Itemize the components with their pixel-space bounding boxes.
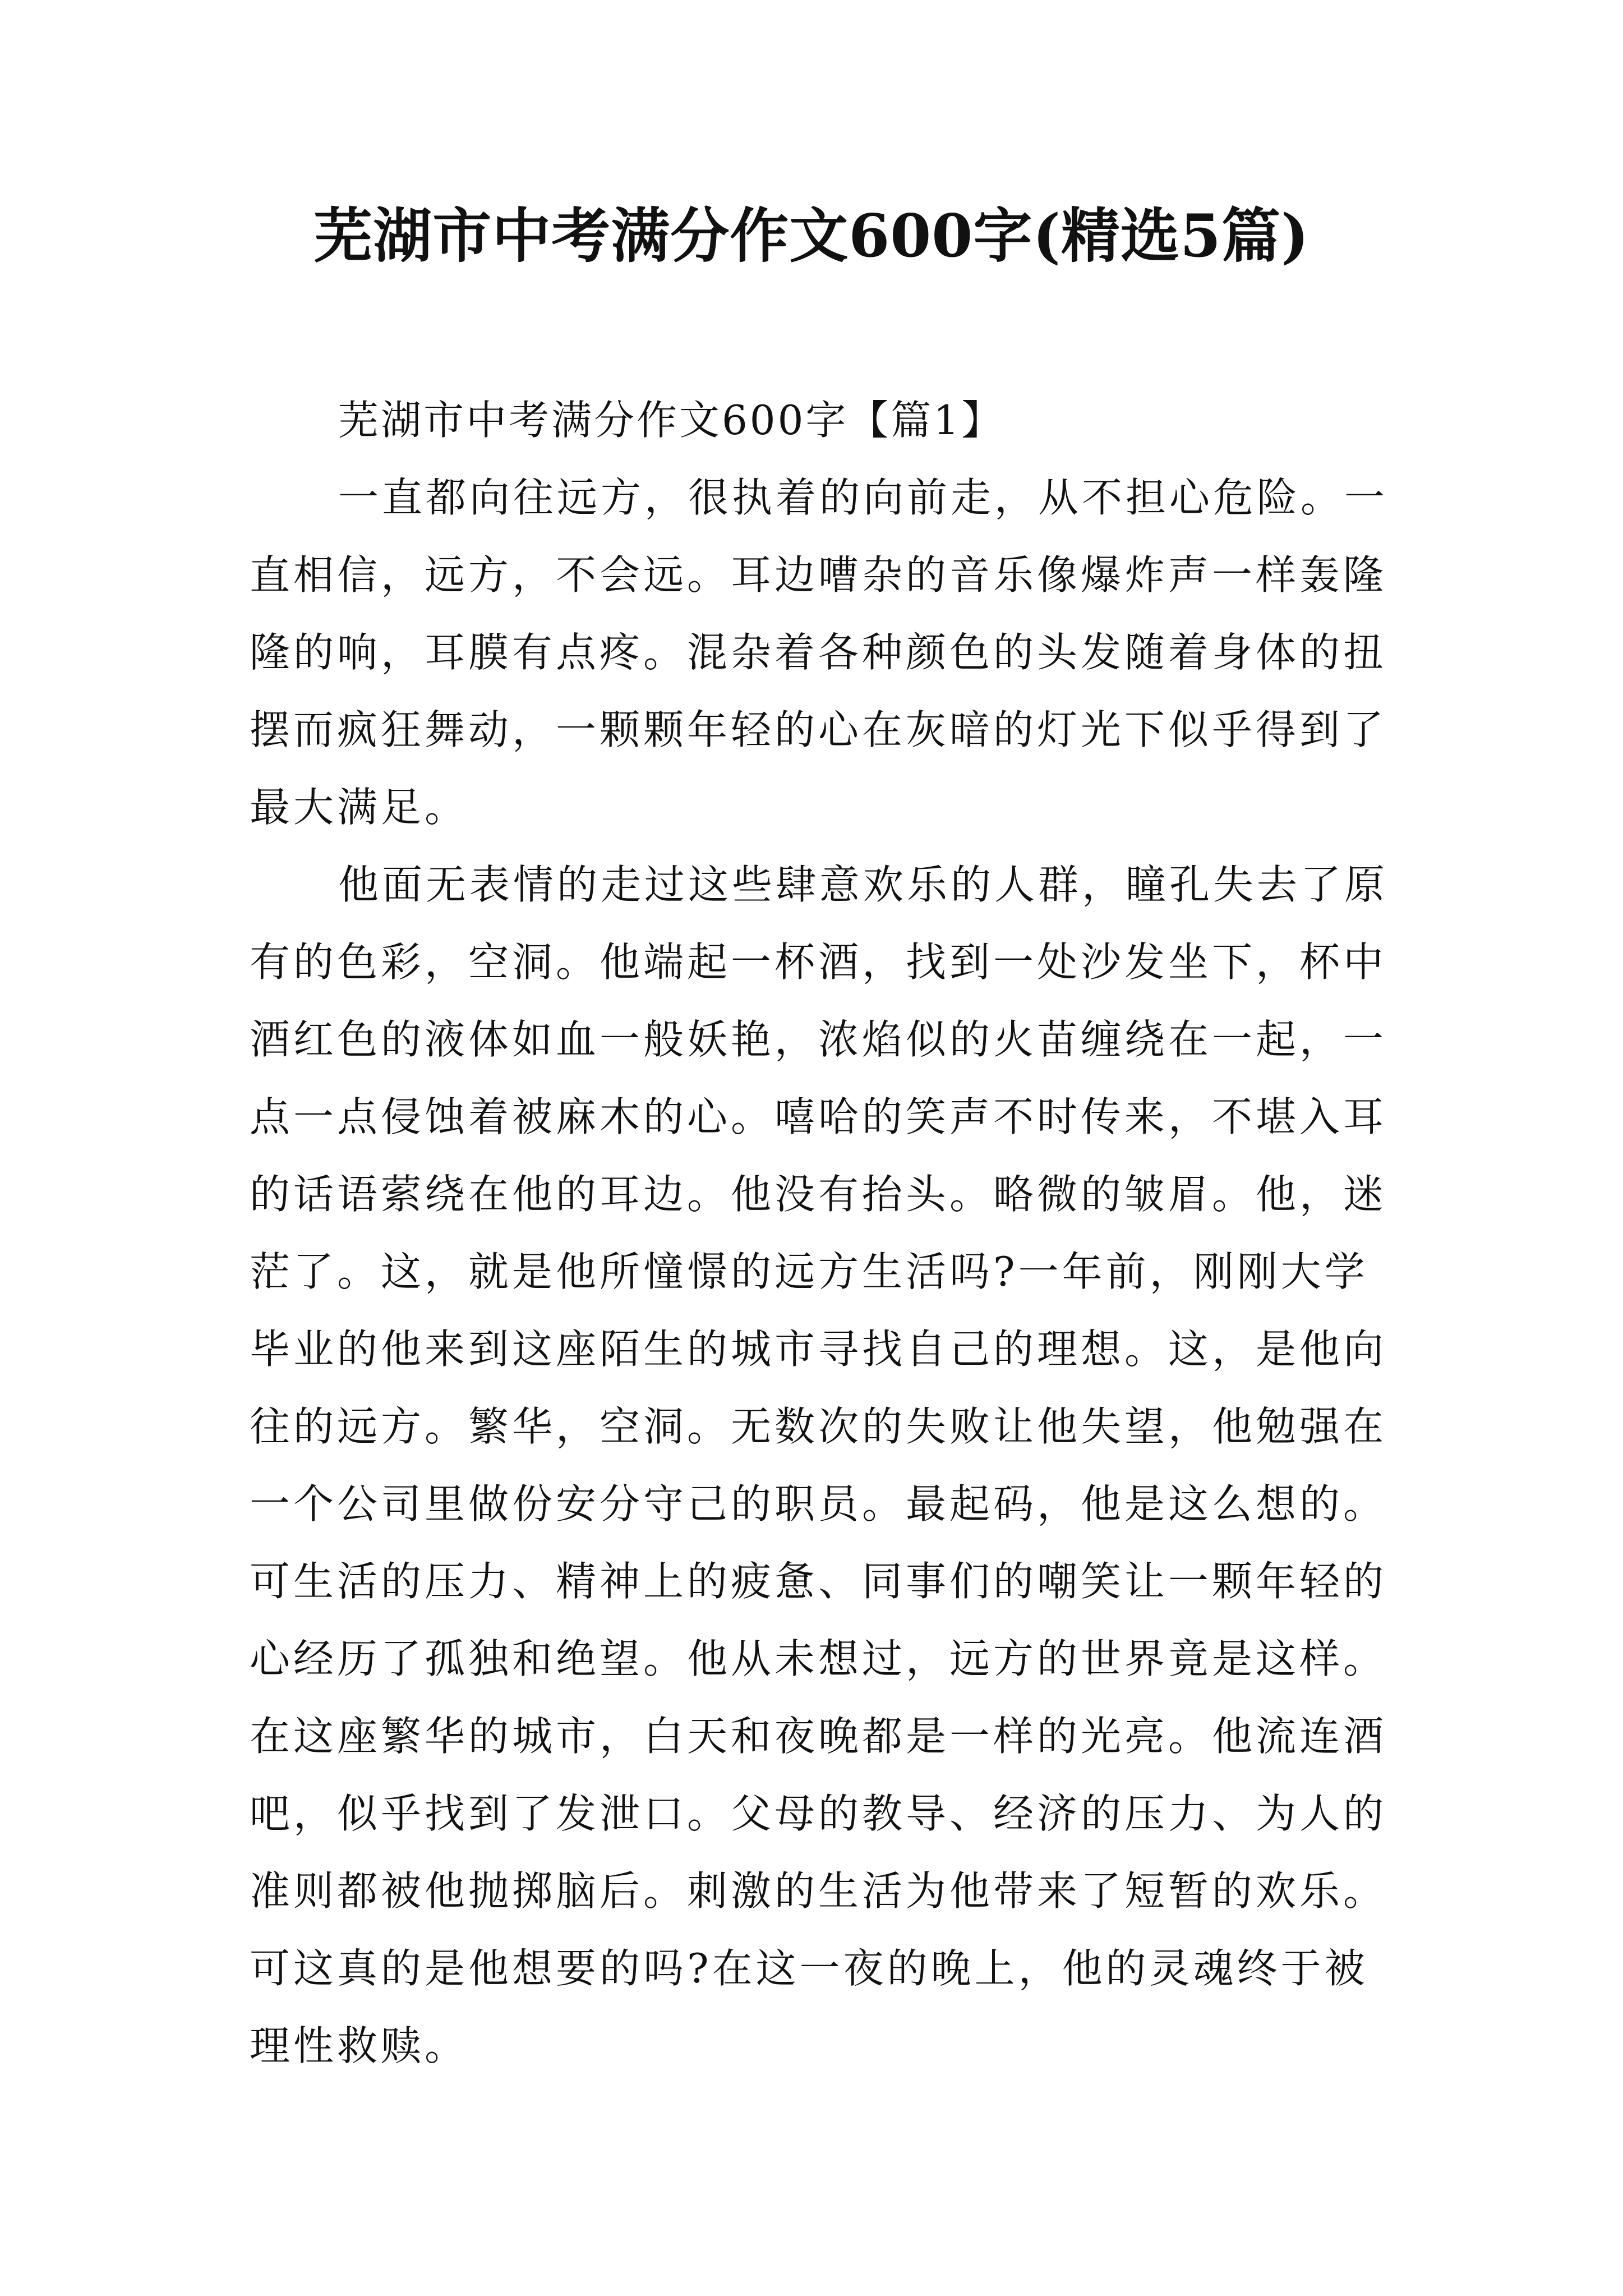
paragraph-line: 一个公司里做份安分守己的职员。最起码，他是这么想的。 xyxy=(250,1480,1387,1527)
paragraph-line: 他面无表情的走过这些肆意欢乐的人群，瞳孔失去了原 xyxy=(338,861,1389,908)
paragraph-line: 隆的响，耳膜有点疼。混杂着各种颜色的头发随着身体的扭 xyxy=(250,629,1387,676)
paragraph-line: 有的色彩，空洞。他端起一杯酒，找到一处沙发坐下，杯中 xyxy=(250,938,1387,986)
section-heading: 芜湖市中考满分作文600字【篇1】 xyxy=(338,397,1004,444)
paragraph-line: 直相信，远方，不会远。耳边嘈杂的音乐像爆炸声一样轰隆 xyxy=(250,551,1387,599)
paragraph-line: 最大满足。 xyxy=(250,784,469,831)
paragraph-line: 的话语萦绕在他的耳边。他没有抬头。略微的皱眉。他，迷 xyxy=(250,1171,1387,1218)
document-title: 芜湖市中考满分作文600字(精选5篇) xyxy=(313,201,1310,270)
paragraph-line: 在这座繁华的城市，白天和夜晚都是一样的光亮。他流连酒 xyxy=(250,1713,1387,1760)
paragraph-line: 准则都被他抛掷脑后。刺激的生活为他带来了短暂的欢乐。 xyxy=(250,1867,1387,1915)
paragraph-line: 可这真的是他想要的吗?在这一夜的晚上，他的灵魂终于被 xyxy=(250,1945,1368,1992)
paragraph-line: 一直都向往远方，很执着的向前走，从不担心危险。一 xyxy=(338,474,1389,521)
paragraph-line: 点一点侵蚀着被麻木的心。嘻哈的笑声不时传来，不堪入耳 xyxy=(250,1093,1387,1140)
paragraph-line: 茫了。这，就是他所憧憬的远方生活吗?一年前，刚刚大学 xyxy=(250,1248,1368,1295)
paragraph-2 xyxy=(250,846,1396,2085)
paragraph-line: 心经历了孤独和绝望。他从未想过，远方的世界竟是这样。 xyxy=(250,1635,1387,1682)
document-body xyxy=(250,381,1396,2085)
paragraph-line: 摆而疯狂舞动，一颗颗年轻的心在灰暗的灯光下似乎得到了 xyxy=(250,706,1387,753)
paragraph-line: 毕业的他来到这座陌生的城市寻找自己的理想。这，是他向 xyxy=(250,1326,1387,1373)
paragraph-line: 吧，似乎找到了发泄口。父母的教导、经济的压力、为人的 xyxy=(250,1790,1387,1837)
paragraph-line: 酒红色的液体如血一般妖艳，浓焰似的火苗缠绕在一起，一 xyxy=(250,1016,1387,1063)
paragraph-line: 往的远方。繁华，空洞。无数次的失败让他失望，他勉强在 xyxy=(250,1403,1387,1450)
paragraph-line: 可生活的压力、精神上的疲惫、同事们的嘲笑让一颗年轻的 xyxy=(250,1558,1387,1605)
paragraph-line: 理性救赎。 xyxy=(250,2022,469,2069)
paragraph-1 xyxy=(250,459,1396,846)
